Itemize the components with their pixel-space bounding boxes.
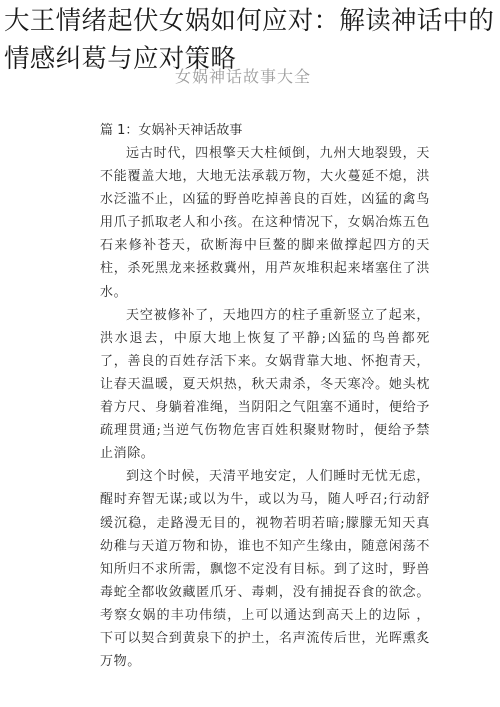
paragraph-2: 天空被修补了，天地四方的柱子重新竖立了起来，洪水退去，中原大地上恢复了平静;凶猛的鸟兽都死了，善良的百姓存活下来。女娲背靠大地、怀抱青天，让春天温暖，夏天炽热，秋天肃杀，冬天寒冷。她头枕着方尺、身躺着准绳，当阴阳之气阻塞不通时，便给予疏理贯通;当逆气伤物危害百姓积聚财物时，便给予禁止消除。	[100, 307, 430, 462]
paragraph-3: 到这个时候，天清平地安定，人们睡时无忧无虑，醒时弃智无谋;或以为牛，或以为马，随人呼召;行动舒缓沉稳，走路漫无目的，视物若明若暗;朦朦无知天真幼稚与天道万物和协，谁也不知产生缘由，随意闲荡不知所归不求所需，飘惚不定没有目标。到了这时，野兽毒蛇全都收敛藏匿爪牙、毒刺，没有捕捉吞食的欲念。考察女娲的丰功伟绩，上可以通达到高天上的边际 ，下可以契合到黄泉下的护土，名声流传后世，光晖熏炙万物。	[100, 469, 430, 670]
chapter-heading: 篇 1：女娲补天神话故事	[100, 123, 243, 138]
chapter-body	[100, 142, 430, 673]
paragraph-1: 远古时代，四根擎天大柱倾倒，九州大地裂毁，天不能覆盖大地，大地无法承载万物，大火蔓延不熄，洪水泛滥不止，凶猛的野兽吃掉善良的百姓，凶猛的禽鸟用爪子抓取老人和小孩。在这种情况下，女娲冶炼五色石来修补苍天，砍断海中巨鳌的脚来做撑起四方的天柱，杀死黑龙来拯救冀州，用芦灰堆积起来堵塞住了洪水。	[100, 146, 430, 300]
scanned-book-page	[0, 52, 500, 707]
book-running-title: 女娲神话故事大全	[175, 67, 312, 86]
page-headline: 大王情绪起伏女娲如何应对：解读神话中的情感纠葛与应对策略	[4, 6, 495, 74]
